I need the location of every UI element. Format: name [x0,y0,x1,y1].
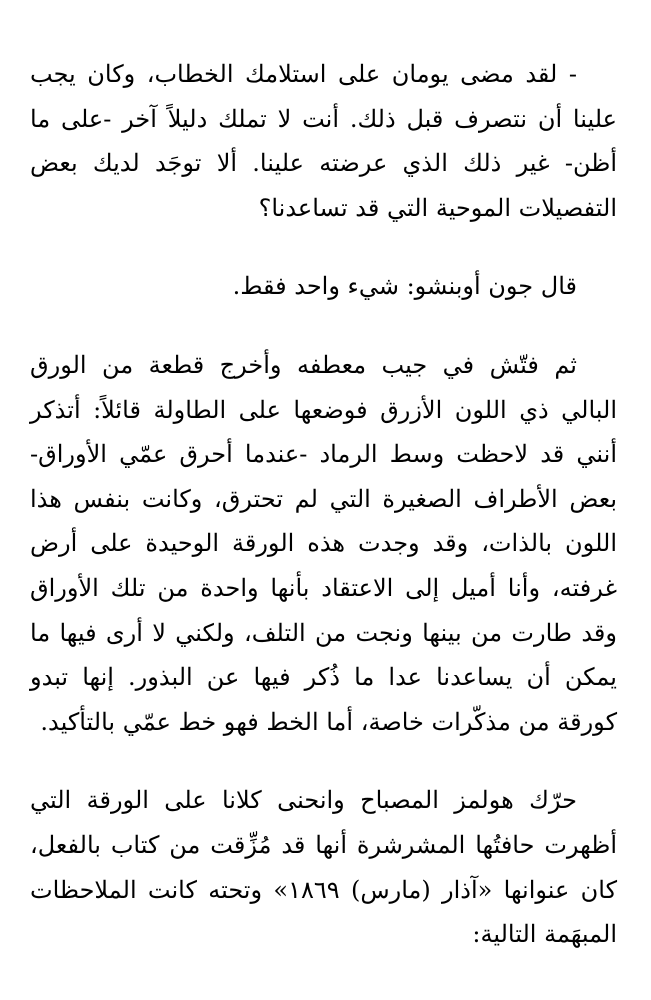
paragraph-dialogue-question: - لقد مضى يومان على استلامك الخطاب، وكان يجب علينا أن نتصرف قبل ذلك. أنت لا تملك دليلاً آخر -على ما أظن- غير ذلك الذي عرضته علينا. ألا توجَد لديك بعض التفصيلات الموحية التي قد تساعدنا؟ [30,60,617,222]
paragraph-holmes-lamp: حرّك هولمز المصباح وانحنى كلانا على الورقة التي أظهرت حافتُها المشرشرة أنها قد مُزِّقت من كتاب بالفعل، كان عنوانها «آذار (مارس) ١٨٦٩» وتحته كانت الملاحظات المبهَمة التالية: [30,786,618,949]
paragraph-blue-paper: ثم فتّش في جيب معطفه وأخرج قطعة من الورق البالي ذي اللون الأزرق فوضعها على الطاولة قائلاً: أتذكر أنني قد لاحظت وسط الرماد -عندما أحرق عمّي الأوراق- بعض الأطراف الصغيرة التي لم تحترق، وكانت بنفس هذا اللون بالذات، وقد وجدت هذه الورقة الوحيدة على أرض غرفته، وأنا أميل إلى الاعتقاد بأنها واحدة من تلك الأوراق وقد طارت من بينها ونجت من التلف، ولكني لا أرى فيها ما يمكن أن يساعدنا عدا ما ذُكر فيها عن البذور. إنها تبدو كورقة من مذكّرات خاصة، أما الخط فهو خط عمّي بالتأكيد. [30,350,617,736]
paragraph-openshaw-reply: قال جون أوبنشو: شيء واحد فقط. [232,272,577,301]
